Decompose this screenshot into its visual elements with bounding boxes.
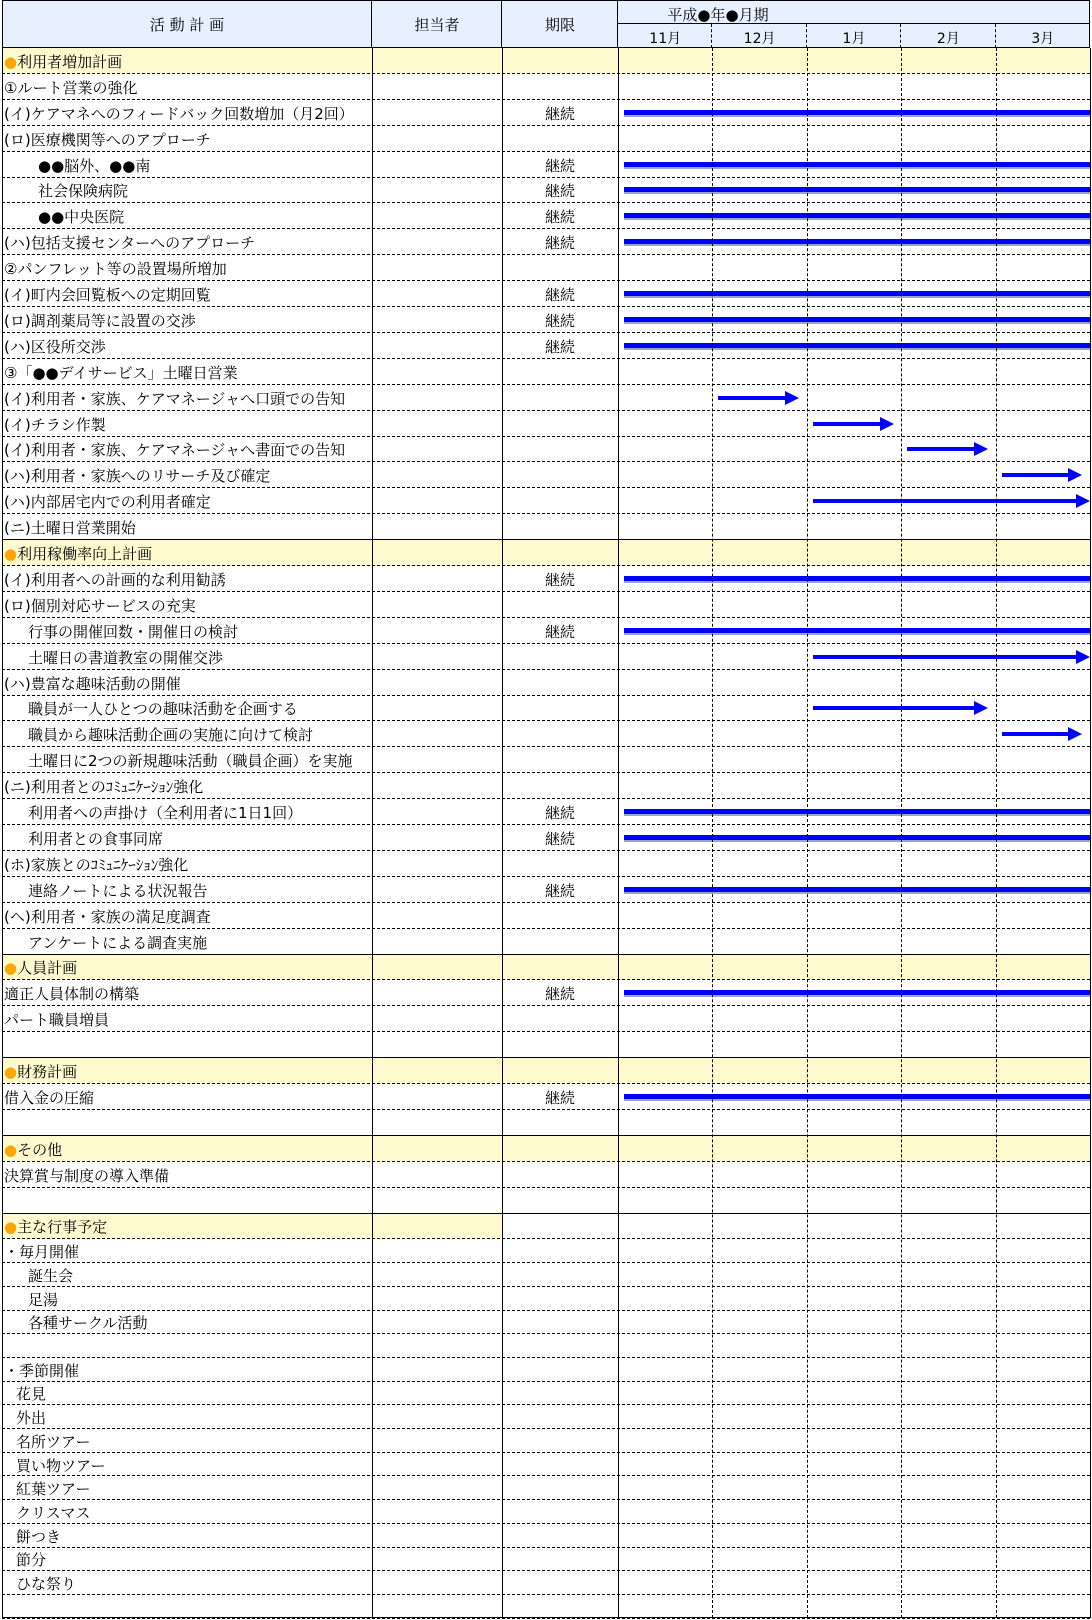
schedule-arrow-bar	[813, 706, 974, 710]
row-separator	[2, 979, 1090, 980]
activity-label: 借入金の圧縮	[4, 1088, 95, 1107]
activity-label: (ハ)豊富な趣味活動の開催	[4, 674, 181, 693]
row-separator	[2, 513, 1090, 514]
activity-label: アンケートによる調査実施	[28, 933, 208, 952]
deadline-value: 継続	[544, 1088, 575, 1107]
section-bullet-icon: ●	[4, 959, 18, 978]
section-title-text: 主な行事予定	[17, 1218, 108, 1237]
activity-label: (イ)チラシ作製	[4, 415, 106, 434]
activity-label: (ロ)個別対応サービスの充実	[4, 596, 196, 615]
deadline-value: 継続	[544, 208, 575, 227]
schedule-bar-shadow	[624, 115, 1090, 117]
activity-label: 足湯	[28, 1290, 59, 1309]
section-row-bg	[2, 540, 1090, 566]
activity-label: (ハ)区役所交渉	[4, 337, 106, 356]
row-separator	[2, 1452, 1090, 1453]
header-period: 平成●年●月期	[667, 6, 769, 24]
row-separator	[2, 73, 1090, 74]
arrow-head-icon	[1068, 727, 1082, 741]
activity-label: パート職員増員	[4, 1011, 110, 1030]
row-separator	[2, 643, 1090, 644]
header-deadline: 期限	[544, 16, 575, 34]
row-separator	[2, 902, 1090, 903]
deadline-value: 継続	[544, 337, 575, 356]
row-separator	[2, 280, 1090, 281]
row-separator	[2, 1570, 1090, 1571]
deadline-value: 継続	[544, 286, 575, 305]
activity-label: (イ)利用者・家族、ケアマネージャへ書面での告知	[4, 441, 346, 460]
grid-column-line	[2, 48, 3, 1618]
row-separator	[2, 410, 1090, 411]
schedule-bar-shadow	[624, 296, 1090, 298]
deadline-value: 継続	[544, 182, 575, 201]
row-separator	[2, 125, 1090, 126]
activity-label: 職員から趣味活動企画の実施に向けて検討	[28, 726, 314, 745]
activity-label: 誕生会	[28, 1266, 74, 1285]
schedule-bar-shadow	[624, 322, 1090, 324]
activity-label: (ハ)内部居宅内での利用者確定	[4, 493, 211, 512]
section-bullet-icon: ●	[4, 545, 18, 564]
row-separator	[2, 565, 1090, 566]
activity-label: ●●脳外、●●南	[38, 156, 151, 175]
deadline-value: 継続	[544, 570, 575, 589]
row-separator	[2, 254, 1090, 255]
activity-label: (イ)町内会回覧板への定期回覧	[4, 286, 211, 305]
section-title	[4, 53, 122, 71]
row-separator	[2, 151, 1090, 152]
section-top-border	[2, 954, 1090, 955]
row-separator	[2, 824, 1090, 825]
row-separator	[2, 202, 1090, 203]
grid-column-line	[901, 48, 902, 1618]
activity-label: 名所ツアー	[16, 1432, 91, 1451]
schedule-arrow-bar	[907, 447, 974, 451]
deadline-value: 継続	[544, 156, 575, 175]
row-separator	[2, 1333, 1090, 1334]
activity-label: 職員が一人ひとつの趣味活動を企画する	[28, 700, 298, 719]
schedule-arrow-bar	[1002, 732, 1069, 736]
row-separator	[2, 1286, 1090, 1287]
row-separator	[2, 720, 1090, 721]
section-title	[4, 545, 152, 563]
activity-label: 連絡ノートによる状況報告	[28, 881, 208, 900]
arrow-head-icon	[880, 417, 894, 431]
row-separator	[2, 772, 1090, 773]
row-separator	[2, 1594, 1090, 1595]
deadline-value: 継続	[544, 881, 575, 900]
arrow-head-icon	[785, 391, 799, 405]
schedule-bar-shadow	[624, 192, 1090, 194]
row-separator	[2, 1547, 1090, 1548]
row-separator	[2, 1404, 1090, 1405]
activity-label: ①ルート営業の強化	[4, 78, 138, 97]
activity-label: (ヘ)利用者・家族の満足度調査	[4, 907, 211, 926]
header-month-label: 2月	[936, 31, 960, 47]
activity-label: ・季節開催	[4, 1361, 80, 1380]
activity-label: 利用者への声掛け（全利用者に1日1回）	[28, 804, 303, 823]
row-separator	[2, 591, 1090, 592]
activity-label: 花見	[16, 1385, 47, 1404]
deadline-value: 継続	[544, 829, 575, 848]
row-separator	[2, 99, 1090, 100]
activity-label: ひな祭り	[16, 1575, 77, 1594]
schedule-bar-shadow	[624, 244, 1090, 246]
schedule-bar-shadow	[624, 995, 1090, 997]
row-separator	[2, 1381, 1090, 1382]
activity-label: 各種サークル活動	[28, 1314, 148, 1333]
activity-label: 土曜日に2つの新規趣味活動（職員企画）を実施	[28, 752, 353, 771]
schedule-bar-shadow	[624, 1099, 1090, 1101]
row-separator	[2, 332, 1090, 333]
section-top-border	[2, 47, 1090, 48]
grid-column-line	[372, 48, 373, 1618]
schedule-bar-shadow	[624, 167, 1090, 169]
section-title-text: その他	[17, 1140, 63, 1159]
row-separator	[2, 1262, 1090, 1263]
activity-label: (イ)利用者・家族、ケアマネージャへ口頭での告知	[4, 389, 346, 408]
schedule-bar-shadow	[624, 892, 1090, 894]
row-separator	[2, 876, 1090, 877]
deadline-value: 継続	[544, 622, 575, 641]
activity-label: 節分	[16, 1551, 47, 1570]
section-bullet-icon: ●	[4, 1218, 18, 1237]
row-separator	[2, 1005, 1090, 1006]
row-separator	[2, 487, 1090, 488]
action-plan-sheet	[2, 0, 1092, 1620]
row-separator	[2, 1523, 1090, 1524]
activity-label: 土曜日の書道教室の開催交渉	[28, 648, 224, 667]
activity-label: ③「●●デイサービス」土曜日営業	[4, 363, 238, 382]
header-activity-plan: 活 動 計 画	[149, 16, 225, 34]
schedule-arrow-bar	[813, 655, 1076, 659]
arrow-head-icon	[1076, 650, 1090, 664]
deadline-value: 継続	[544, 311, 575, 330]
row-separator	[2, 306, 1090, 307]
row-separator	[2, 1357, 1090, 1358]
activity-label: クリスマス	[16, 1503, 91, 1522]
row-separator	[2, 746, 1090, 747]
row-separator	[2, 1083, 1090, 1084]
deadline-value: 継続	[544, 234, 575, 253]
section-title	[4, 959, 77, 977]
section-top-border	[2, 1213, 1090, 1214]
activity-label: (ニ)土曜日営業開始	[4, 519, 136, 538]
section-title	[4, 1063, 77, 1081]
row-separator	[2, 1031, 1090, 1032]
grid-column-line	[807, 48, 808, 1618]
schedule-arrow-bar	[813, 422, 880, 426]
row-separator	[2, 358, 1090, 359]
row-separator	[2, 798, 1090, 799]
table-bottom-border	[2, 1617, 1090, 1618]
section-bullet-icon: ●	[4, 52, 18, 71]
row-separator	[2, 1499, 1090, 1500]
grid-column-line	[618, 48, 619, 1618]
activity-label: ●●中央医院	[38, 208, 125, 227]
header-month-label: 12月	[743, 31, 776, 47]
deadline-value: 継続	[544, 104, 575, 123]
row-separator	[2, 695, 1090, 696]
deadline-value: 継続	[544, 804, 575, 823]
grid-column-line	[996, 48, 997, 1618]
activity-label: (ホ)家族とのｺﾐｭﾆｹｰｼｮﾝ強化	[4, 855, 189, 874]
activity-label: 利用者との食事同席	[28, 829, 164, 848]
grid-column-line	[712, 48, 713, 1618]
activity-label: (ハ)利用者・家族へのリサーチ及び確定	[4, 467, 271, 486]
activity-label: 買い物ツアー	[16, 1456, 106, 1475]
row-separator	[2, 850, 1090, 851]
schedule-bar-shadow	[624, 840, 1090, 842]
deadline-value: 継続	[544, 985, 575, 1004]
row-separator	[2, 669, 1090, 670]
schedule-arrow-bar	[813, 499, 1076, 503]
activity-label: (ロ)調剤薬局等に設置の交渉	[4, 311, 196, 330]
section-bullet-icon: ●	[4, 1140, 18, 1159]
row-separator	[2, 1161, 1090, 1162]
grid-column-line	[1090, 48, 1091, 1618]
arrow-head-icon	[974, 701, 988, 715]
row-separator	[2, 1310, 1090, 1311]
row-separator	[2, 1428, 1090, 1429]
section-row-bg	[2, 1058, 1090, 1084]
row-separator	[2, 1238, 1090, 1239]
section-top-border	[2, 539, 1090, 540]
row-separator	[2, 1109, 1090, 1110]
header-month-label: 11月	[649, 31, 682, 47]
activity-label: ・毎月開催	[4, 1243, 80, 1262]
activity-label: (ハ)包括支援センターへのアプローチ	[4, 234, 256, 253]
section-row-bg	[2, 955, 1090, 981]
row-separator	[2, 177, 1090, 178]
section-title	[4, 1141, 62, 1159]
activity-label: 決算賞与制度の導入準備	[4, 1166, 170, 1185]
row-separator	[2, 1475, 1090, 1476]
section-row-bg	[2, 48, 1090, 74]
schedule-bar-shadow	[624, 814, 1090, 816]
row-separator	[2, 436, 1090, 437]
header-owner: 担当者	[414, 16, 460, 34]
schedule-arrow-bar	[718, 396, 785, 400]
header-month-label: 1月	[842, 31, 866, 47]
arrow-head-icon	[1076, 494, 1090, 508]
section-bullet-icon: ●	[4, 1063, 18, 1082]
section-title-text: 人員計画	[17, 959, 78, 978]
section-top-border	[2, 1135, 1090, 1136]
activity-label: 餅つき	[16, 1527, 62, 1546]
section-title-text: 利用者増加計画	[17, 52, 123, 71]
section-title-text: 利用稼働率向上計画	[17, 545, 153, 564]
section-title-text: 財務計画	[17, 1063, 78, 1082]
section-title	[4, 1218, 107, 1236]
activity-label: 適正人員体制の構築	[4, 985, 140, 1004]
section-top-border	[2, 1057, 1090, 1058]
schedule-arrow-bar	[1002, 473, 1069, 477]
schedule-bar-shadow	[624, 348, 1090, 350]
grid-column-line	[502, 48, 503, 1618]
activity-label: (ロ)医療機関等へのアプローチ	[4, 130, 211, 149]
activity-label: (イ)利用者への計画的な利用勧誘	[4, 570, 226, 589]
row-separator	[2, 461, 1090, 462]
schedule-bar-shadow	[624, 633, 1090, 635]
section-row-bg	[2, 1136, 1090, 1162]
arrow-head-icon	[974, 442, 988, 456]
activity-label: 紅葉ツアー	[16, 1480, 91, 1499]
row-separator	[2, 228, 1090, 229]
row-separator	[2, 1187, 1090, 1188]
row-separator	[2, 928, 1090, 929]
header-month-label: 3月	[1031, 31, 1055, 47]
schedule-bar-shadow	[624, 581, 1090, 583]
activity-label: 行事の開催回数・開催日の検討	[28, 622, 239, 641]
activity-label: (ニ)利用者とのｺﾐｭﾆｹｰｼｮﾝ強化	[4, 778, 204, 797]
activity-label: 外出	[16, 1409, 47, 1428]
activity-label: ②パンフレット等の設置場所増加	[4, 260, 227, 279]
row-separator	[2, 617, 1090, 618]
row-separator	[2, 384, 1090, 385]
activity-label: (イ)ケアマネへのフィードバック回数増加（月2回）	[4, 104, 354, 123]
activity-label: 社会保険病院	[38, 182, 129, 201]
schedule-bar-shadow	[624, 218, 1090, 220]
arrow-head-icon	[1068, 468, 1082, 482]
